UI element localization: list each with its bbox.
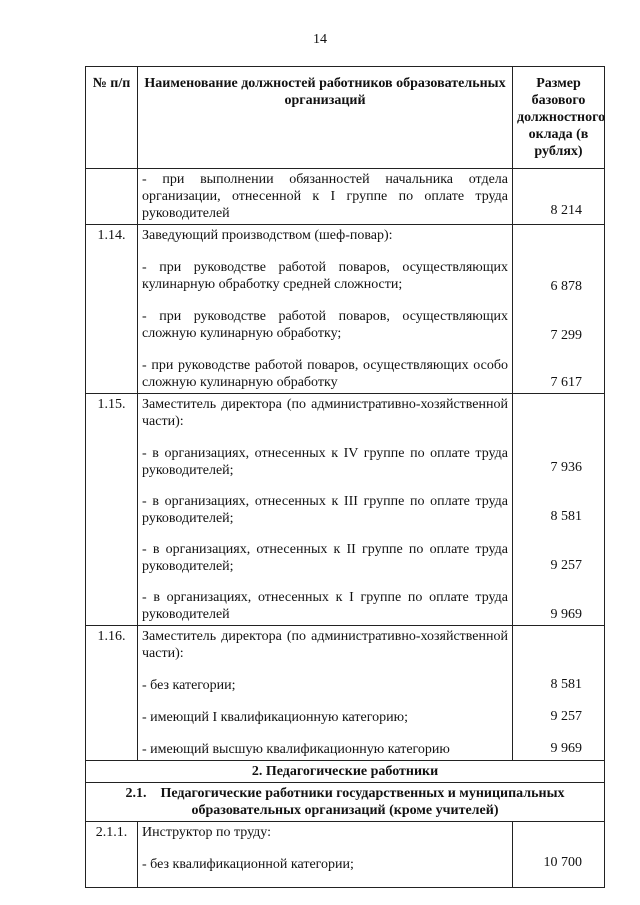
header-position-name: Наименование должностей работников образовательных организаций [138, 67, 513, 169]
header-salary-amount: Размер базового должностного оклада (в рублях) [513, 67, 605, 169]
row-amount: 7 617 [550, 375, 582, 390]
row-amount-cell [513, 394, 605, 626]
row-number: 1.15. [86, 394, 138, 626]
row-item-text: - без категории; [142, 678, 236, 693]
row-amount: 6 878 [550, 279, 582, 294]
row-item-text: - в организациях, отнесенных к III группе по оплате труда руководителей; [142, 494, 508, 526]
row-amount: 9 969 [550, 741, 582, 756]
row-item-text: - без квалификационной категории; [142, 857, 354, 872]
subsection-heading [86, 783, 605, 822]
table-row [86, 169, 605, 225]
row-number: 2.1.1. [86, 822, 138, 888]
row-amount-cell [513, 822, 605, 888]
row-item-text: - имеющий высшую квалификационную категорию [142, 742, 450, 757]
row-item-text: - имеющий I квалификационную категорию; [142, 710, 408, 725]
section-heading-row [86, 761, 605, 783]
row-amount: 7 299 [550, 328, 582, 343]
row-amount: 7 936 [550, 460, 582, 475]
row-amount: 8 214 [550, 203, 582, 218]
row-number: 1.16. [86, 626, 138, 761]
row-title: Инструктор по труду: [142, 825, 272, 840]
row-amount: 9 969 [550, 607, 582, 622]
subsection-line-1 [90, 785, 600, 802]
table-row [86, 822, 605, 888]
subsection-number: 2.1. [125, 786, 147, 801]
row-amount: 8 581 [550, 509, 582, 524]
row-content [138, 822, 513, 888]
row-item-text: - при выполнении обязанностей начальника отдела организации, отнесенной к I группе по оплате труда руководителей [138, 169, 513, 225]
subsection-title-2: образовательных организаций (кроме учителей) [191, 803, 499, 818]
row-title: Заместитель директора (по административно-хозяйственной части): [142, 629, 508, 661]
row-amount: 9 257 [550, 709, 582, 724]
row-item-text: - в организациях, отнесенных к I группе по оплате труда руководителей [142, 590, 508, 622]
section-heading: 2. Педагогические работники [86, 761, 605, 783]
row-amount: 9 257 [550, 558, 582, 573]
row-item-text: - при руководстве работой поваров, осуществляющих особо сложную кулинарную обработку [142, 358, 508, 390]
row-amount-cell [513, 626, 605, 761]
row-title: Заведующий производством (шеф-повар): [142, 228, 393, 243]
row-amount-cell [513, 225, 605, 394]
row-content [138, 394, 513, 626]
subsection-title-1: Педагогические работники государственных и муниципальных [160, 786, 565, 801]
row-title: Заместитель директора (по административно-хозяйственной части): [142, 397, 508, 429]
row-amount-cell [513, 169, 605, 225]
table-row [86, 394, 605, 626]
row-number [86, 169, 138, 225]
row-content [138, 626, 513, 761]
row-number: 1.14. [86, 225, 138, 394]
table-row [86, 225, 605, 394]
salary-table [85, 66, 605, 888]
row-amount: 8 581 [550, 677, 582, 692]
header-number: № п/п [86, 67, 138, 169]
row-item-text: - в организациях, отнесенных к IV группе по оплате труда руководителей; [142, 446, 508, 478]
row-content [138, 225, 513, 394]
row-amount: 10 700 [543, 855, 582, 870]
row-item-text: - при руководстве работой поваров, осуществляющих сложную кулинарную обработку; [142, 309, 508, 341]
subsection-heading-row [86, 783, 605, 822]
row-item-text: - при руководстве работой поваров, осуществляющих кулинарную обработку средней сложности; [142, 260, 508, 292]
row-item-text: - в организациях, отнесенных к II группе по оплате труда руководителей; [142, 542, 508, 574]
table-row [86, 626, 605, 761]
table-header-row [86, 67, 605, 169]
page-number: 14 [313, 32, 327, 47]
